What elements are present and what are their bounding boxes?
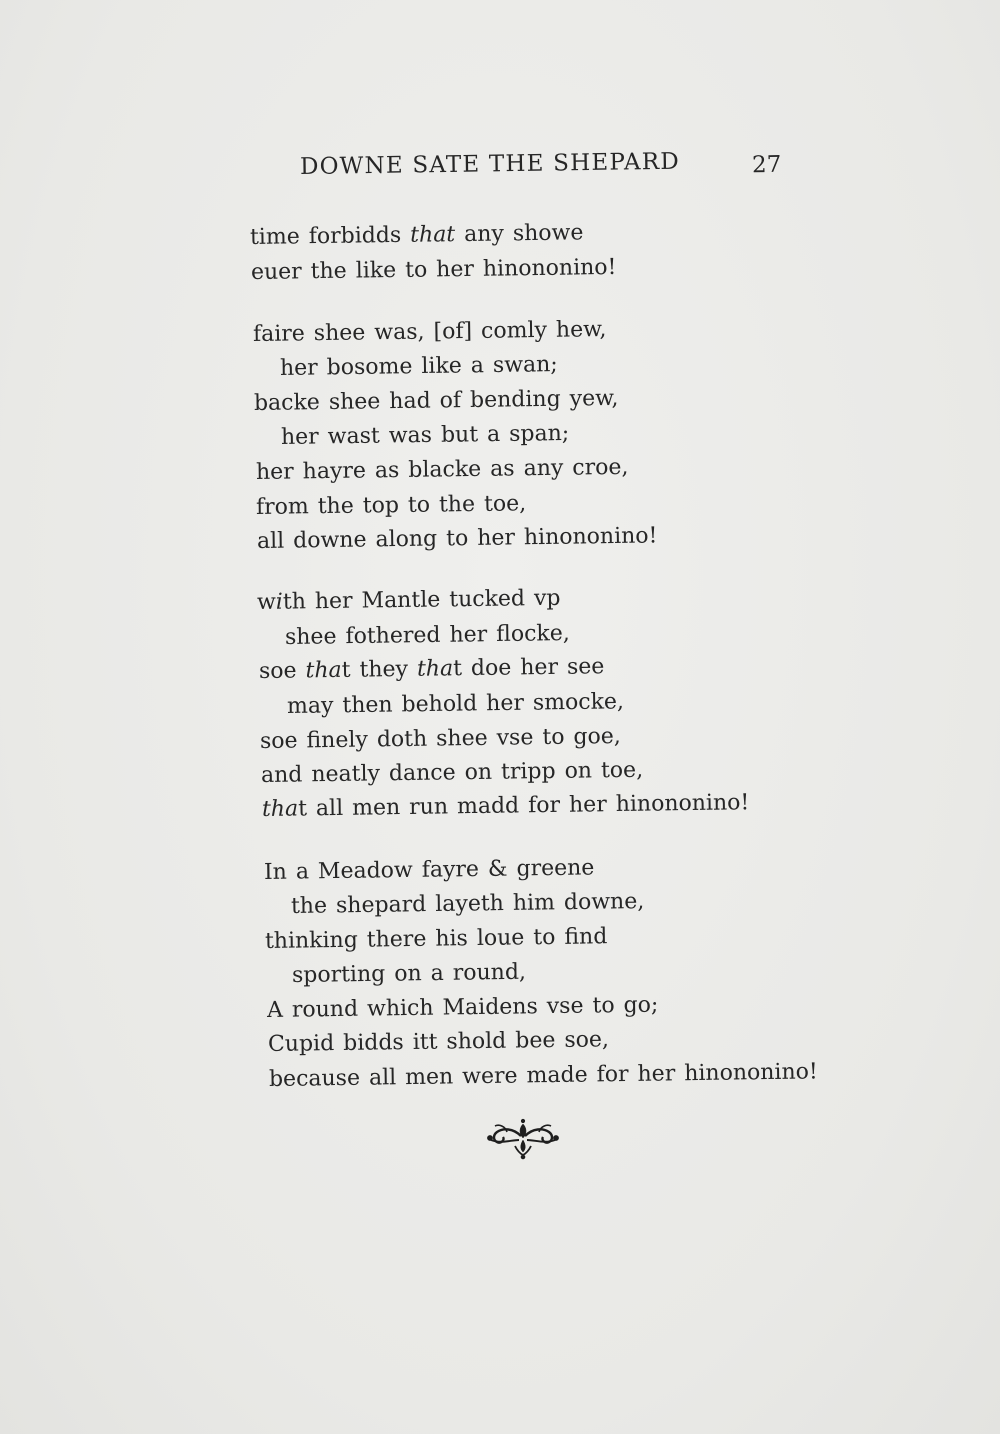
running-title: DOWNE SATE THE SHEPARD	[299, 148, 681, 180]
poem-line: Cupid bidds itt shold bee soe,	[267, 1027, 610, 1057]
floral-tailpiece-ornament-icon	[485, 1118, 561, 1160]
poem-line: A round which Maidens vse to go;	[266, 992, 659, 1023]
poem-line: her hayre as blacke as any croe,	[255, 454, 629, 485]
poem-line: soe that they that doe her see	[258, 654, 605, 684]
poem-line: the shepard layeth him downe,	[290, 889, 645, 919]
poem-line: with her Mantle tucked vp	[256, 585, 561, 615]
poem-line: faire shee was, [of] comly hew,	[252, 317, 607, 347]
poem-line: time forbidds that any showe	[249, 220, 584, 250]
poem-line: her wast was but a span;	[280, 420, 570, 450]
page-number: 27	[751, 151, 782, 179]
poem-line: her bosome like a swan;	[279, 352, 558, 381]
poem-line: thinking there his loue to find	[264, 924, 608, 954]
poem-line: because all men were made for her hinononino!	[268, 1059, 818, 1092]
poem-line: In a Meadow fayre & greene	[263, 855, 595, 885]
poem-line: euer the like to her hinononino!	[250, 254, 617, 285]
poem-line: soe finely doth shee vse to goe,	[259, 723, 621, 754]
poem-line: shee fothered her flocke,	[284, 621, 570, 650]
poem-line: may then behold her smocke,	[286, 689, 625, 719]
poem-line: and neatly dance on tripp on toe,	[260, 757, 644, 788]
poem-line: all downe along to her hinononino!	[256, 523, 658, 554]
poem-line: sporting on a round,	[291, 959, 527, 988]
poem-line: backe shee had of bending yew,	[253, 385, 619, 416]
poem-line: from the top to the toe,	[255, 491, 527, 520]
poem-line: that all men run madd for her hinononino!	[261, 790, 750, 822]
